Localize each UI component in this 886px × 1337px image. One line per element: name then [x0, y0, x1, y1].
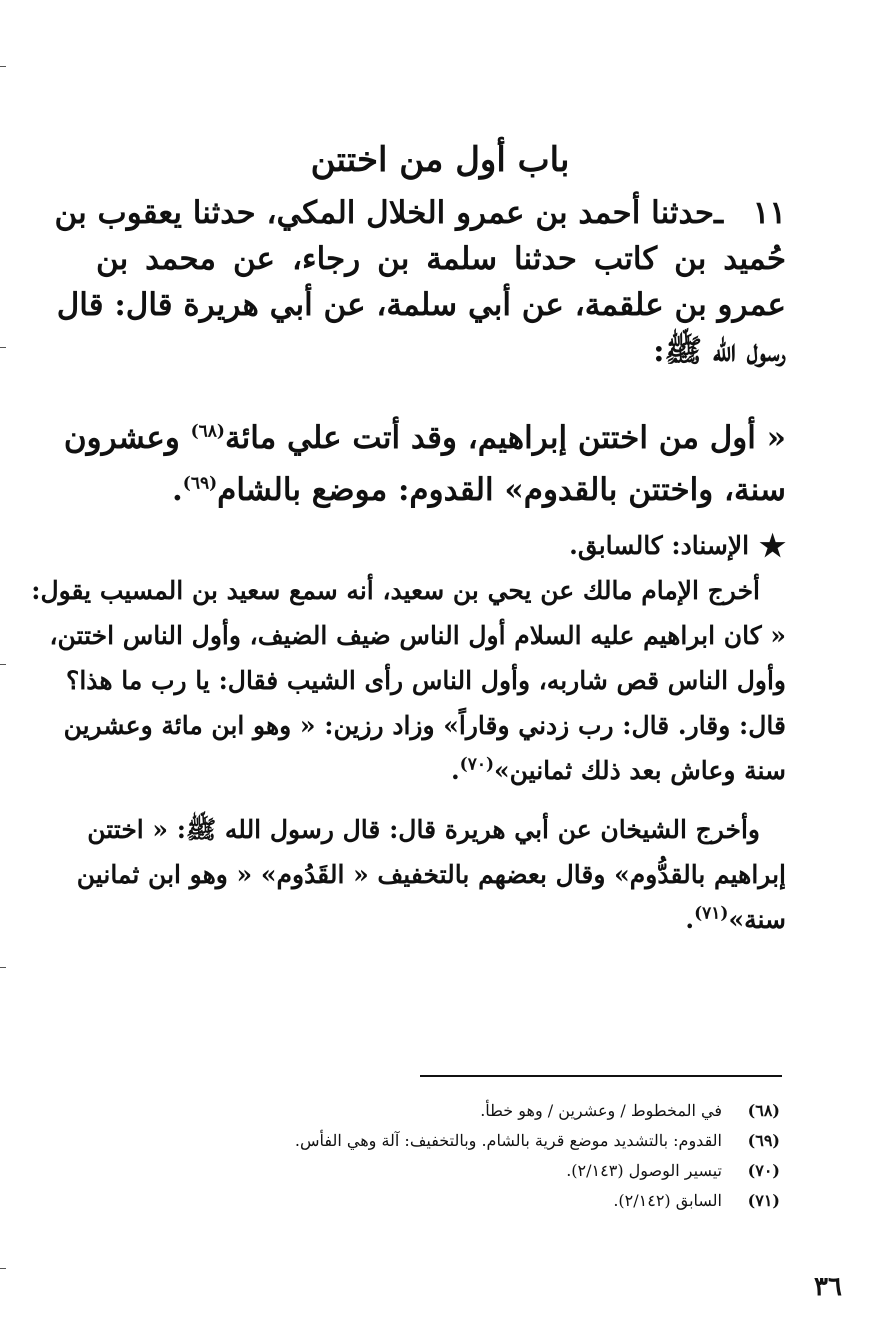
commentary-line: سنة»$^{(٧١)}$. [685, 903, 786, 934]
hadith-line: رسول الله ﷺ: [653, 333, 786, 369]
footnote: (٦٩)القدوم: بالتشديد موضع قرية بالشام. وبالتخفيف: آلة وهي الفأس. [220, 1126, 780, 1156]
commentary-line: وأول الناس قص شاربه، وأول الناس رأى الشيب فقال: يا رب ما هذا؟ [66, 666, 786, 695]
hadith-line: حُميد بن كاتب حدثنا سلمة بن رجاء، عن محمد بن [96, 241, 786, 277]
hadith-number: ١١ ـ [714, 195, 786, 231]
footnote-divider [420, 1075, 782, 1077]
scan-mark [0, 1268, 6, 1269]
star-icon: ★ [759, 529, 786, 564]
hadith-isnad [54, 190, 786, 374]
footnote-number: (٧١) [747, 1191, 780, 1210]
footnote: (٦٨)في المخطوط / وعشرين / وهو خطأ. [220, 1096, 780, 1126]
commentary [31, 568, 786, 942]
hadith-line: عمرو بن علقمة، عن أبي سلمة، عن أبي هريرة قال: قال [56, 287, 786, 323]
footnote-ref: (٧١) [694, 903, 729, 924]
scan-mark [0, 967, 6, 968]
scan-mark [0, 66, 6, 67]
footnote: (٧٠)تيسير الوصول (٢/١٤٣). [220, 1156, 780, 1186]
footnote-ref: (٦٨) [190, 421, 225, 442]
hadith-text [63, 412, 786, 516]
footnote-number: (٦٨) [747, 1101, 780, 1120]
chapter-title: باب أول من اختتن [310, 140, 570, 180]
scan-mark [0, 347, 6, 348]
footnote-ref: (٦٩) [182, 473, 218, 494]
scan-mark [0, 664, 6, 665]
page-number: ٣٦ [814, 1272, 842, 1302]
hadith-text-line: سنة، واختتن بالقدوم» القدوم: موضع بالشام$^{(٦٩)}$. [171, 472, 786, 508]
hadith-text-line: « أول من اختتن إبراهيم، وقد أتت علي مائة$^{(٦٨)}$ وعشرون [63, 420, 786, 456]
footnote-number: (٦٩) [747, 1131, 780, 1150]
commentary-line: إبراهيم بالقدُّوم» وقال بعضهم بالتخفيف « القَدُوم» « وهو ابن ثمانين [76, 860, 786, 889]
commentary-line: سنة وعاش بعد ذلك ثمانين»$^{(٧٠)}$. [450, 754, 786, 785]
isnad-note: ★الإسناد: كالسابق. [569, 529, 786, 564]
commentary-line: أخرج الإمام مالك عن يحي بن سعيد، أنه سمع سعيد بن المسيب يقول: [31, 576, 760, 605]
commentary-line: وأخرج الشيخان عن أبي هريرة قال: قال رسول الله ﷺ: « اختتن [87, 815, 760, 844]
footnote-ref: (٧٠) [459, 754, 495, 775]
commentary-line: قال: وقار. قال: رب زدني وقاراً» وزاد رزين: « وهو ابن مائة وعشرين [63, 711, 786, 740]
footnotes [220, 1096, 780, 1216]
hadith-line: ١١ ـحدثنا أحمد بن عمرو الخلال المكي، حدثنا يعقوب بن [96, 190, 786, 236]
commentary-line: « كان ابراهيم عليه السلام أول الناس ضيف الضيف، وأول الناس اختتن، [49, 621, 786, 650]
footnote: (٧١)السابق (٢/١٤٢). [220, 1186, 780, 1216]
footnote-number: (٧٠) [747, 1161, 780, 1180]
